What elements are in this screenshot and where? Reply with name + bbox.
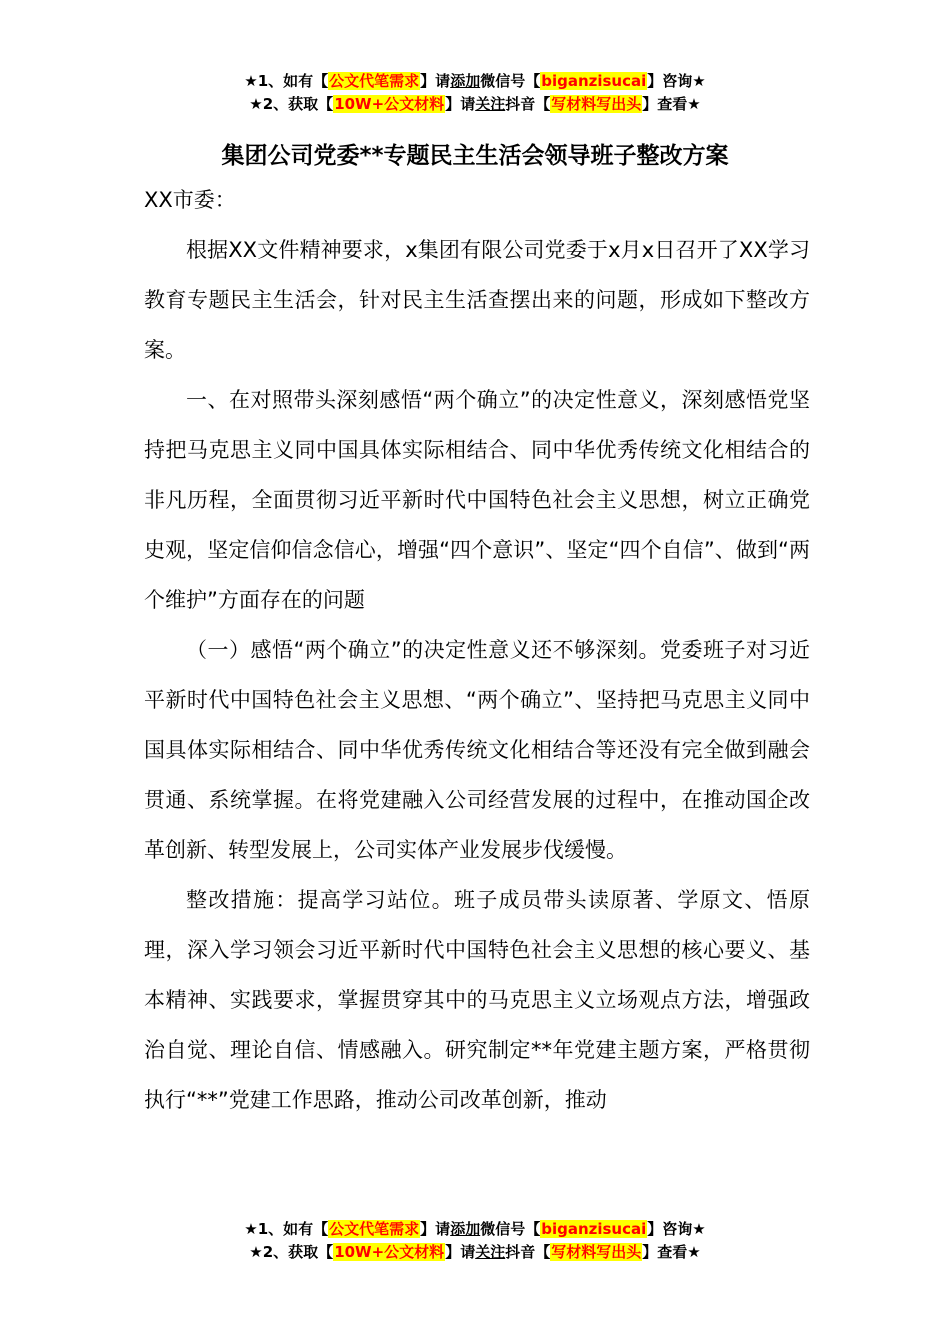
banner-line-1: ★1、如有【公文代笔需求】请添加微信号【biganzisucai】咨询★ xyxy=(244,72,706,90)
salutation: XX市委： xyxy=(144,188,236,212)
banner-line-2: ★2、获取【10W+公文材料】请关注抖音【写材料写出头】查看★ xyxy=(249,1243,701,1261)
banner-highlight: 公文代笔需求 xyxy=(329,72,420,90)
banner-highlight: 写材料写出头 xyxy=(551,95,642,113)
bottom-banner xyxy=(0,1218,950,1264)
document-title: 集团公司党委**专题民主生活会领导班子整改方案 xyxy=(221,143,729,169)
banner-line-2: ★2、获取【10W+公文材料】请关注抖音【写材料写出头】查看★ xyxy=(249,95,701,113)
paragraph: （一）感悟“两个确立”的决定性意义还不够深刻。党委班子对习近平新时代中国特色社会主义思想、“两个确立”、坚持把马克思主义同中国具体实际相结合、同中华优秀传统文化相结合等还没有完全做到融会贯通、系统掌握。在将党建融入公司经营发展的过程中，在推动国企改革创新、转型发展上，公司实体产业发展步伐缓慢。 xyxy=(144,638,810,862)
top-banner xyxy=(0,70,950,116)
paragraph: 一、在对照带头深刻感悟“两个确立”的决定性意义，深刻感悟党坚持把马克思主义同中国具体实际相结合、同中华优秀传统文化相结合的非凡历程，全面贯彻习近平新时代中国特色社会主义思想，树立正确党史观，坚定信仰信念信心，增强“四个意识”、坚定“四个自信”、做到“两个维护”方面存在的问题 xyxy=(144,388,810,612)
banner-highlight: 10W+公文材料 xyxy=(334,95,445,113)
banner-highlight: biganzisucai xyxy=(541,1220,647,1238)
banner-highlight: 写材料写出头 xyxy=(551,1243,642,1261)
banner-highlight: biganzisucai xyxy=(541,72,647,90)
banner-highlight: 10W+公文材料 xyxy=(334,1243,445,1261)
banner-highlight: 公文代笔需求 xyxy=(329,1220,420,1238)
banner-line-1: ★1、如有【公文代笔需求】请添加微信号【biganzisucai】咨询★ xyxy=(244,1220,706,1238)
paragraph: 整改措施：提高学习站位。班子成员带头读原著、学原文、悟原理，深入学习领会习近平新时代中国特色社会主义思想的核心要义、基本精神、实践要求，掌握贯穿其中的马克思主义立场观点方法，增强政治自觉、理论自信、情感融入。研究制定**年党建主题方案，严格贯彻执行“**”党建工作思路，推动公司改革创新，推动 xyxy=(144,888,810,1112)
document-body xyxy=(144,175,810,1125)
paragraph: 根据XX文件精神要求，x集团有限公司党委于x月x日召开了XX学习教育专题民主生活会，针对民主生活查摆出来的问题，形成如下整改方案。 xyxy=(144,238,810,362)
